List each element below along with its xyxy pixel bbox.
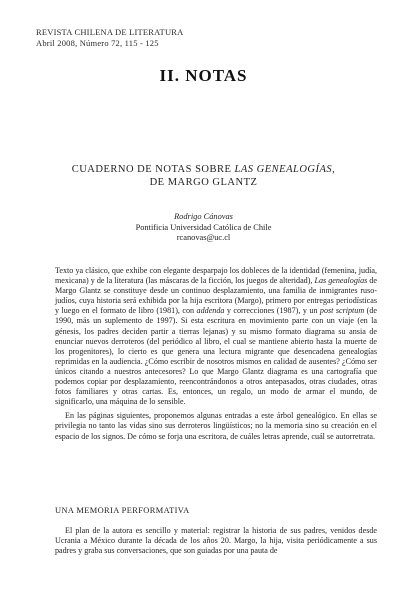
paragraph-1-part: (de 1990, más un suplemento de 1997). Si esta escritura en movimiento parte con un viaje (en la génesis, los padres deciden partir a tierras lejanas) y su mismo formato diagrama su ansia de enunciar nuevos derroteros (del periódico al libro, el cual se mantiene abierto hasta la muerte de los progenitores), lo cierto es que genera una lectura migrante que desencadena genealogías reprimidas en la audiencia. ¿Cómo escribir de nosotros mismos en calidad de ausentes? ¿Cómo ser únicos citando a nuestros antecesores? Lo que Margo Glantz diagrama es una cartografía que podemos copiar por desplazamiento, reencontrándonos a otros antepasados, otras ciudades, otras fotos familiares y otras cartas. Es, entonces, un regalo, un modo de armar el mundo, de significarlo, una máquina de lo sensible.: [55, 306, 378, 407]
body-text-2: [55, 526, 377, 556]
journal-header: [36, 27, 184, 49]
article-title-prefix: CUADERNO DE NOTAS SOBRE: [71, 164, 235, 175]
body-text: [55, 266, 377, 442]
issue-info: Abril 2008, Número 72, 115 - 125: [36, 38, 159, 48]
paragraph-1-part: de Margo Glantz se constituye desde un continuo desplazamiento, una familia de inmigrantes ruso-judíos, cuya historia será exhibida por la hija escritora (Margo), primero por entregas periodísticas y luego en el formato de libro (1981), con: [55, 276, 377, 316]
paragraph-1-italic: post scriptum: [319, 306, 365, 316]
article-title-line1: [30, 163, 377, 176]
section-title: II. NOTAS: [159, 66, 248, 85]
paragraph-2: En las páginas siguientes, proponemos algunas entradas a este árbol genealógico. En ellas se privilegia no tanto las vidas sino sus derroteros lingüísticos; no la memoria sino su creación en el espacio de los signos. De cómo se forja una escritora, de cuáles letras aprende, cuál se autorretrata.: [55, 411, 377, 441]
paragraph-3: El plan de la autora es sencillo y material: registrar la historia de sus padres, venidos desde Ucrania a México durante la década de los años 20. Margo, la hija, visita periódicamente a sus padres y graba sus conversaciones, que son guiadas por una pauta de: [55, 526, 377, 556]
article-title-italic: LAS GENEALOGÍAS,: [234, 164, 336, 175]
paragraph-1-part: y correcciones (1987), y un: [224, 306, 320, 316]
paragraph-1-part: Texto ya clásico, que exhibe con elegante desparpajo los dobleces de la identidad (femenina, judía, mexicana) y de la literatura (las máscaras de la ficción, los juegos de alteridad),: [55, 266, 377, 286]
paragraph-1-italic: addenda: [196, 306, 225, 316]
paragraph-1: [55, 266, 377, 407]
article-title-line2: DE MARGO GLANTZ: [149, 177, 258, 188]
author-email: rcanovas@uc.cl: [176, 233, 231, 242]
article-title: [30, 163, 377, 189]
paragraph-1-italic: Las genealogías: [314, 276, 368, 286]
author-name: Rodrigo Cánovas: [174, 212, 233, 221]
subsection-title: UNA MEMORIA PERFORMATIVA: [55, 506, 190, 515]
author-block: [0, 212, 407, 244]
journal-name: REVISTA CHILENA DE LITERATURA: [36, 27, 184, 37]
author-affiliation: Pontificia Universidad Católica de Chile: [135, 222, 272, 232]
